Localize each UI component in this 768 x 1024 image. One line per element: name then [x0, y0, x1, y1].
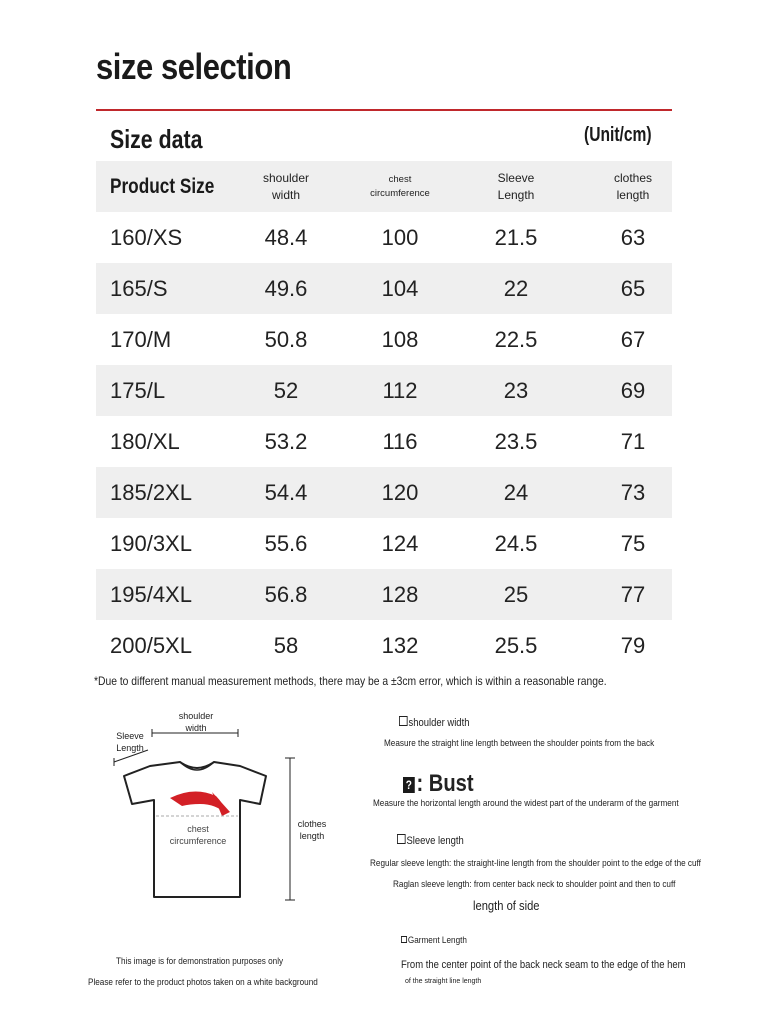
garment-desc: From the center point of the back neck seam to the edge of the hem [401, 959, 686, 971]
tshirt-diagram [90, 700, 340, 920]
cell-chest: 100 [381, 224, 419, 250]
sleeve-desc-side: length of side [473, 898, 540, 913]
cell-chest: 120 [381, 479, 419, 505]
header-chest-circumference: chest circumference [370, 173, 430, 199]
sleeve-desc-raglan: Raglan sleeve length: from center back neck to shoulder point and then to cuff [393, 879, 676, 890]
cell-size: 165/S [110, 275, 168, 301]
cell-sleeve: 22 [503, 275, 529, 301]
table-row [96, 263, 672, 314]
cell-shoulder: 54.4 [264, 479, 308, 505]
cell-chest: 104 [381, 275, 419, 301]
garment-title: Garment Length [401, 935, 467, 946]
diagram-shoulder-label: shoulder width [178, 711, 214, 733]
cell-shoulder: 58 [273, 632, 299, 658]
photo-disclaimer: Please refer to the product photos taken on a white background [88, 977, 318, 988]
sleeve-title: Sleeve length [397, 834, 464, 847]
cell-shoulder: 50.8 [264, 326, 308, 352]
cell-shoulder: 49.6 [264, 275, 308, 301]
cell-chest: 108 [381, 326, 419, 352]
shoulder-desc: Measure the straight line length between the shoulder points from the back [384, 738, 655, 749]
table-row [96, 416, 672, 467]
cell-size: 175/L [110, 377, 166, 403]
cell-length: 77 [620, 581, 646, 607]
cell-sleeve: 23 [503, 377, 529, 403]
marker-icon: ? [403, 777, 415, 793]
cell-chest: 124 [381, 530, 419, 556]
table-header-row [96, 161, 672, 212]
cell-size: 170/M [110, 326, 172, 352]
shoulder-title: shoulder width [399, 716, 469, 729]
table-row [96, 569, 672, 620]
cell-length: 69 [620, 377, 646, 403]
section-title: Size data [110, 124, 203, 154]
page-title: size selection [96, 46, 292, 87]
bust-title: ? : Bust [403, 770, 474, 798]
table-row [96, 314, 672, 365]
table-row [96, 365, 672, 416]
cell-size: 200/5XL [110, 632, 192, 658]
cell-sleeve: 22.5 [494, 326, 538, 352]
cell-shoulder: 56.8 [264, 581, 308, 607]
cell-chest: 116 [382, 428, 418, 454]
cell-shoulder: 53.2 [264, 428, 308, 454]
marker-icon [401, 936, 407, 943]
cell-size: 190/3XL [110, 530, 192, 556]
diagram-sleeve-label: Sleeve Length [116, 731, 144, 753]
cell-size: 160/XS [110, 224, 183, 250]
cell-size: 180/XL [110, 428, 180, 454]
table-row [96, 518, 672, 569]
cell-size: 195/4XL [110, 581, 192, 607]
cell-size: 185/2XL [110, 479, 192, 505]
measurement-note: *Due to different manual measurement methods, there may be a ±3cm error, which is within a reasonable range. [94, 674, 607, 688]
cell-length: 79 [620, 632, 646, 658]
cell-length: 75 [620, 530, 646, 556]
marker-icon [399, 716, 408, 726]
diagram-chest-label: chest circumference [169, 824, 227, 846]
header-shoulder-width: shoulder width [262, 170, 310, 202]
table-row [96, 212, 672, 263]
sleeve-desc-regular: Regular sleeve length: the straight-line length from the shoulder point to the edge of the cuff [370, 858, 701, 869]
cell-sleeve: 24 [503, 479, 529, 505]
table-row [96, 620, 672, 671]
cell-shoulder: 48.4 [264, 224, 308, 250]
header-sleeve-length: Sleeve Length [497, 170, 535, 202]
cell-sleeve: 25.5 [494, 632, 538, 658]
cell-length: 71 [620, 428, 646, 454]
marker-icon [397, 834, 406, 844]
cell-sleeve: 25 [503, 581, 529, 607]
cell-shoulder: 55.6 [264, 530, 308, 556]
diagram-clothes-label: clothes length [297, 819, 327, 841]
unit-label: (Unit/cm) [584, 124, 652, 146]
header-clothes-length: clothes length [613, 170, 653, 202]
cell-length: 73 [620, 479, 646, 505]
size-table [96, 161, 672, 671]
table-row [96, 467, 672, 518]
cell-sleeve: 23.5 [494, 428, 538, 454]
table-body [96, 212, 672, 671]
cell-chest: 128 [381, 581, 419, 607]
cell-sleeve: 21.5 [494, 224, 538, 250]
title-divider [96, 109, 672, 111]
header-product-size: Product Size [110, 174, 215, 198]
bust-desc: Measure the horizontal length around the widest part of the underarm of the garment [373, 798, 679, 809]
cell-shoulder: 52 [273, 377, 299, 403]
cell-sleeve: 24.5 [494, 530, 538, 556]
cell-chest: 132 [381, 632, 419, 658]
cell-length: 67 [620, 326, 646, 352]
garment-desc-2: of the straight line length [405, 978, 482, 985]
cell-length: 65 [620, 275, 646, 301]
cell-length: 63 [620, 224, 646, 250]
demo-disclaimer: This image is for demonstration purposes only [116, 956, 284, 967]
cell-chest: 112 [382, 377, 418, 403]
